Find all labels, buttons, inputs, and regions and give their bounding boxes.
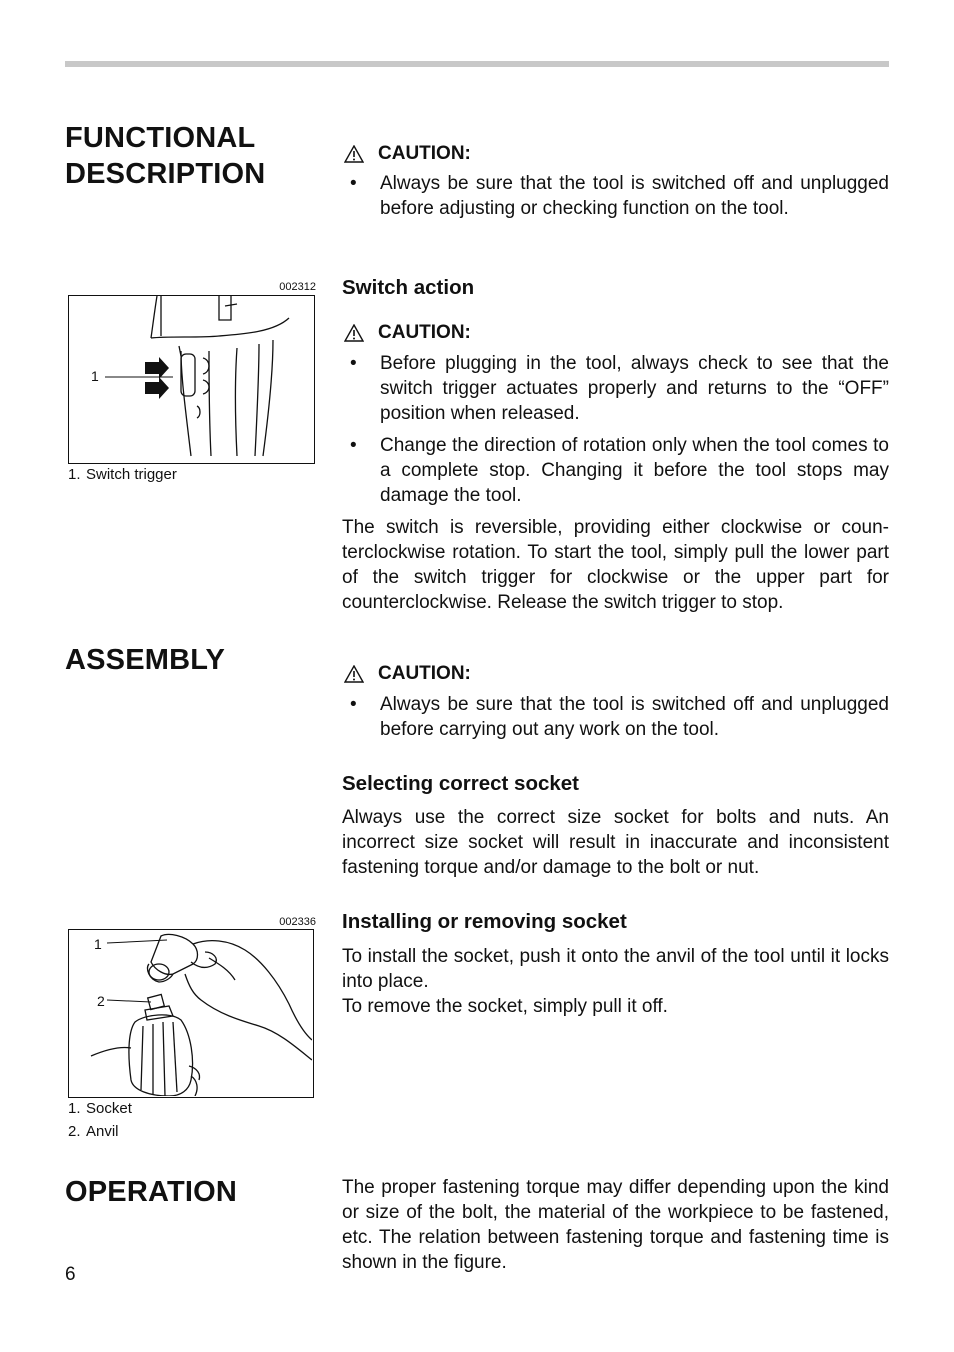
caution-label [342, 321, 471, 345]
warning-icon [344, 324, 364, 342]
figure-callout-1: 1 [94, 936, 102, 952]
switch-trigger-illustration [69, 296, 313, 462]
list-item: • Always be sure that the tool is switched off and unplugged before carrying out any work on the tool. [342, 692, 889, 742]
page-number: 6 [65, 1264, 76, 1285]
subheading-selecting-socket: Selecting correct socket [342, 772, 579, 795]
warning-icon [344, 145, 364, 163]
caution-text: CAUTION: [378, 143, 471, 164]
figure-switch-trigger [68, 295, 315, 464]
caution1-list [342, 171, 889, 221]
operation-body [342, 1175, 889, 1275]
caution3-list [342, 692, 889, 742]
subheading-installing-socket: Installing or removing socket [342, 910, 627, 933]
figure-callout-1: 1 [91, 368, 99, 384]
figure-callout-2: 2 [97, 993, 105, 1009]
caption-line [68, 1097, 132, 1120]
selecting-socket-paragraph: Always use the correct size socket for bolts and nuts. An incorrect size socket will result in inaccurate and inconsistent fastening torque and/or damage to the bolt or nut. [342, 807, 889, 878]
caption-text: Socket [86, 1100, 132, 1117]
caption-number: 1. [68, 466, 81, 483]
switch-action-paragraph: The switch is reversible, providing either clockwise or counterclockwise rotation. To start the tool, simply pull the lower part of the switch trigger for clockwise or the upper part for counterclockwise. Release the switch trigger to stop. [342, 517, 889, 613]
heading-functional-description: FUNCTIONAL DESCRIPTION [65, 122, 266, 190]
figure-code: 002336 [279, 916, 316, 928]
list-item: • Always be sure that the tool is switched off and unplugged before adjusting or checking function on the tool. [342, 171, 889, 221]
figure-code: 002312 [279, 281, 316, 293]
list-item: • Before plugging in the tool, always check to see that the switch trigger actuates properly and returns to the “OFF” position when released. [342, 351, 889, 426]
switch-action-list [342, 351, 889, 615]
caution-text: CAUTION: [378, 663, 471, 684]
heading-assembly: ASSEMBLY [65, 644, 226, 676]
heading-operation: OPERATION [65, 1176, 238, 1208]
socket-anvil-illustration [69, 930, 312, 1096]
installing-socket-body [342, 944, 889, 1019]
caution-label [342, 142, 471, 166]
caption-number: 1. [68, 1100, 81, 1117]
caution-label [342, 662, 471, 686]
caption-text: Anvil [86, 1123, 119, 1140]
figure-socket-anvil [68, 929, 314, 1098]
caption-line [68, 1120, 132, 1143]
caption-text: Switch trigger [86, 466, 177, 483]
caution-text: CAUTION: [378, 322, 471, 343]
operation-paragraph: The proper fastening torque may differ depending upon the kind or size of the bolt, the material of the workpiece to be fastened, etc. The relation between fastening torque and fastening time is shown in the figure. [342, 1177, 889, 1273]
caption-number: 2. [68, 1123, 81, 1140]
warning-icon [344, 665, 364, 683]
figure-caption [68, 1097, 132, 1143]
header-rule [65, 61, 889, 67]
figure-caption [68, 463, 177, 486]
list-item: • Change the direction of rotation only when the tool comes to a complete stop. Changing it before the tool stops may damage the tool. [342, 433, 889, 508]
subheading-switch-action: Switch action [342, 276, 475, 299]
installing-socket-paragraph-2: To remove the socket, simply pull it off. [342, 996, 668, 1017]
selecting-socket-body [342, 805, 889, 880]
installing-socket-paragraph-1: To install the socket, push it onto the anvil of the tool until it locks into place. [342, 946, 889, 992]
